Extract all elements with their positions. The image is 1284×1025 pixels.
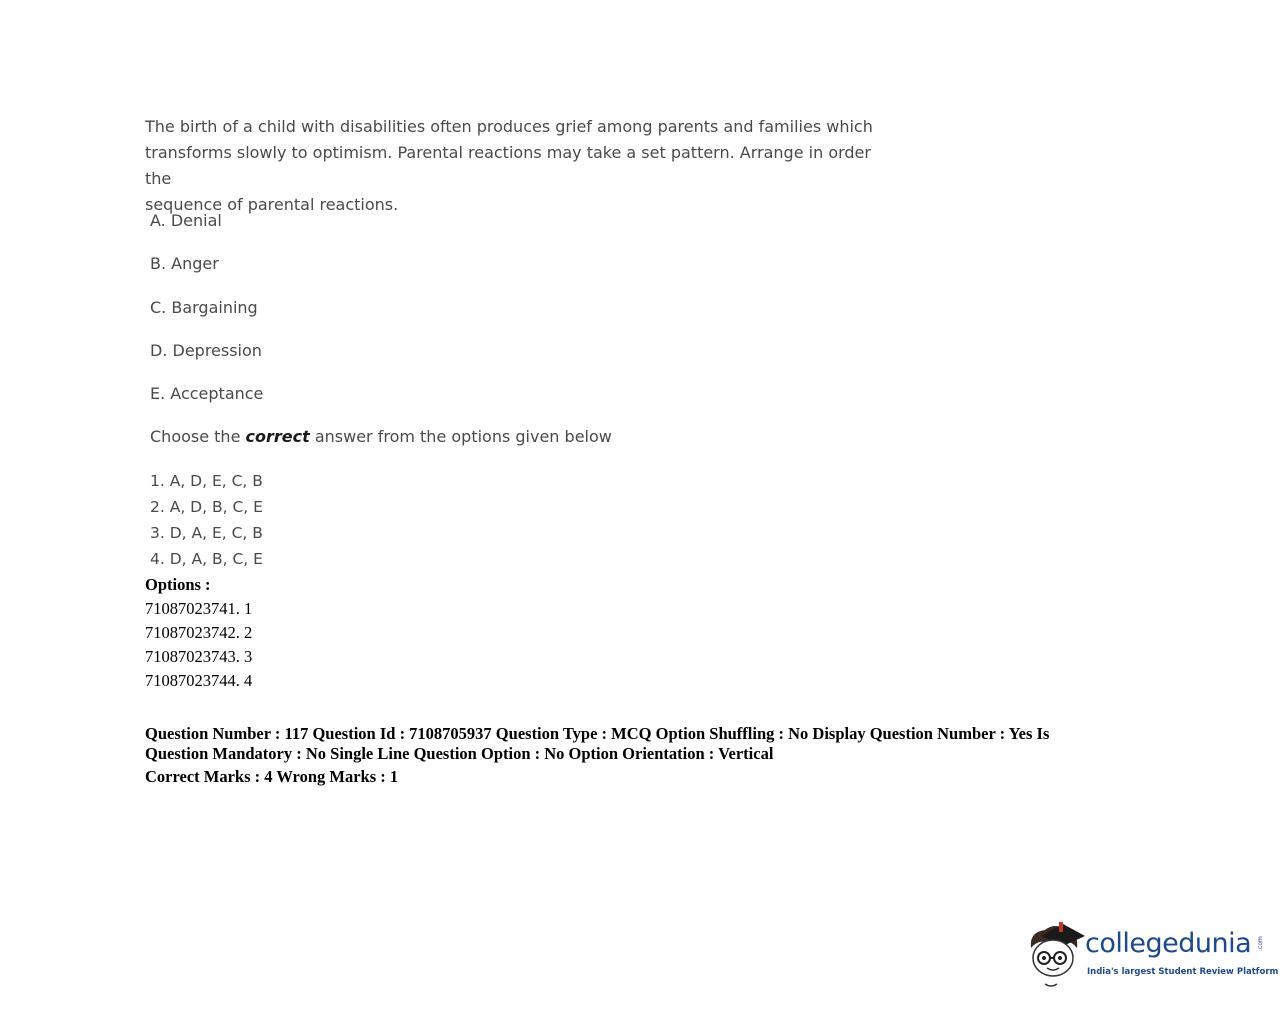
answer-choice: 4. D, A, B, C, E	[150, 550, 263, 568]
option-id-line: 71087023742. 2	[145, 623, 253, 642]
option-id-line: 71087023744. 4	[145, 671, 253, 690]
meta-line: Question Number : 117 Question Id : 7108705937 Question Type : MCQ Option Shuffling : No Display Question Number : Yes Is	[145, 724, 1050, 743]
option-id-line: 71087023741. 1	[145, 599, 253, 618]
question-block	[145, 114, 885, 568]
answer-list	[150, 468, 263, 572]
marks-line: Correct Marks : 4 Wrong Marks : 1	[145, 767, 399, 786]
mascot-icon	[1025, 918, 1087, 990]
question-meta	[145, 724, 1125, 764]
question-stem	[145, 114, 885, 218]
choose-emphasis: correct	[245, 427, 310, 446]
options-title: Options :	[145, 575, 211, 594]
list-item: D. Depression	[150, 341, 262, 360]
stem-line: The birth of a child with disabilities often produces grief among parents and families which	[145, 117, 873, 136]
choose-instruction	[150, 427, 612, 447]
option-id-line: 71087023743. 3	[145, 647, 253, 666]
list-item: C. Bargaining	[150, 298, 258, 317]
logo-tagline: India's largest Student Review Platform	[1087, 967, 1279, 977]
logo-wordmark: collegedunia	[1085, 928, 1252, 959]
choose-prefix: Choose the	[150, 427, 246, 446]
list-item: E. Acceptance	[150, 384, 264, 403]
meta-line: Question Mandatory : No Single Line Question Option : No Option Orientation : Vertical	[145, 744, 774, 763]
answer-choice: 2. A, D, B, C, E	[150, 498, 263, 516]
list-item: A. Denial	[150, 211, 222, 230]
collegedunia-logo	[1025, 918, 1279, 990]
options-block	[145, 573, 252, 693]
logo-dotcom: .com	[1256, 936, 1264, 951]
answer-choice: 1. A, D, E, C, B	[150, 472, 263, 490]
answer-choice: 3. D, A, E, C, B	[150, 524, 263, 542]
list-item: B. Anger	[150, 254, 219, 273]
stem-line: transforms slowly to optimism. Parental reactions may take a set pattern. Arrange in order the	[145, 143, 871, 188]
stem-line: sequence of parental reactions.	[145, 195, 399, 214]
choose-suffix: answer from the options given below	[309, 427, 612, 446]
